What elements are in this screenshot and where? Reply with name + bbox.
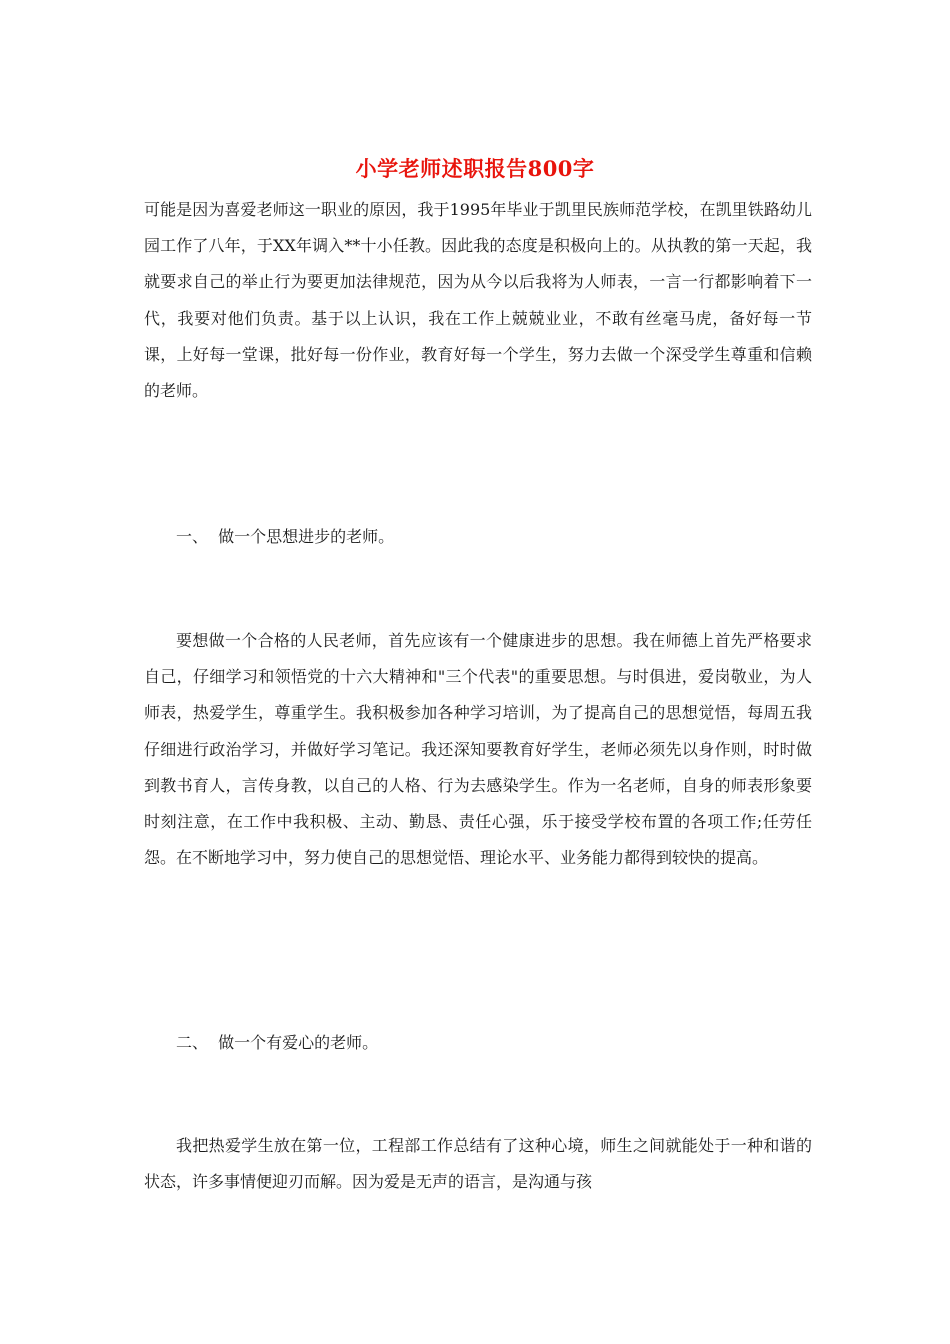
intro-paragraph: 可能是因为喜爱老师这一职业的原因，我于1995年毕业于凯里民族师范学校，在凯里铁路幼儿园工作了八年，于XX年调入**十小任教。因此我的态度是积极向上的。从执教的第一天起，我就要求自己的举止行为要更加法律规范，因为从今以后我将为人师表，一言一行都影响着下一代，我要对他们负责。基于以上认识，我在工作上兢兢业业，不敢有丝毫马虎，备好每一节课，上好每一堂课，批好每一份作业，教育好每一个学生，努力去做一个深受学生尊重和信赖的老师。	[144, 200, 812, 401]
document-title: 小学老师述职报告800字	[355, 156, 595, 181]
section-1-paragraph: 要想做一个合格的人民老师，首先应该有一个健康进步的思想。我在师德上首先严格要求自己，仔细学习和领悟党的十六大精神和"三个代表"的重要思想。与时俱进，爱岗敬业，为人师表，热爱学生，尊重学生。我积极参加各种学习培训，为了提高自己的思想觉悟，每周五我仔细进行政治学习，并做好学习笔记。我还深知要教育好学生，老师必须先以身作则，时时做到教书育人，言传身教，以自己的人格、行为去感染学生。作为一名老师，自身的师表形象要时刻注意，在工作中我积极、主动、勤恳、责任心强，乐于接受学校布置的各项工作;任劳任怨。在不断地学习中，努力使自己的思想觉悟、理论水平、业务能力都得到较快的提高。	[144, 631, 812, 868]
section-2-heading: 二、 做一个有爱心的老师。	[176, 1033, 379, 1052]
section-2-paragraph: 我把热爱学生放在第一位，工程部工作总结有了这种心境，师生之间就能处于一种和谐的状态，许多事情便迎刃而解。因为爱是无声的语言，是沟通与孩	[144, 1136, 812, 1192]
section-1-heading: 一、 做一个思想进步的老师。	[176, 527, 395, 546]
